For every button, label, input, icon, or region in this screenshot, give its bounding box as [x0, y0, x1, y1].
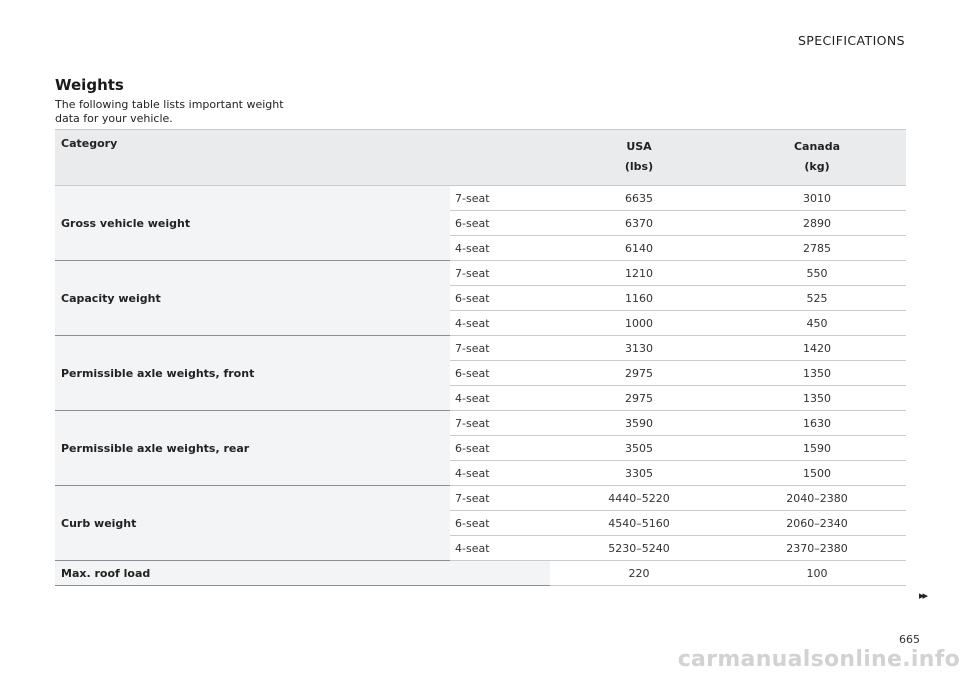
- row-usa-value: 3505: [550, 436, 728, 461]
- table-row: [55, 261, 906, 286]
- column-header-canada-unit: (kg): [804, 160, 830, 173]
- column-header-canada: [728, 130, 906, 186]
- table-row: [55, 186, 906, 211]
- row-seat: 6-seat: [450, 361, 550, 386]
- row-usa-value: 4440–5220: [550, 486, 728, 511]
- column-header-category: Category: [55, 130, 550, 186]
- row-seat: 6-seat: [450, 511, 550, 536]
- watermark-logo: carmanualsonline.info: [677, 647, 960, 672]
- table-header-row: [55, 130, 906, 186]
- row-usa-value: 5230–5240: [550, 536, 728, 561]
- row-canada-value: 550: [728, 261, 906, 286]
- row-usa-value: 220: [550, 561, 728, 586]
- row-canada-value: 1500: [728, 461, 906, 486]
- section-title: Weights: [55, 76, 124, 94]
- row-usa-value: 3590: [550, 411, 728, 436]
- column-header-canada-label: Canada: [793, 140, 841, 153]
- row-usa-value: 1210: [550, 261, 728, 286]
- row-usa-value: 6635: [550, 186, 728, 211]
- row-seat: 7-seat: [450, 261, 550, 286]
- row-seat: 7-seat: [450, 186, 550, 211]
- row-usa-value: 6140: [550, 236, 728, 261]
- table-row: [55, 411, 906, 436]
- intro-text: The following table lists important weight data for your vehicle.: [55, 98, 284, 125]
- column-header-usa-label: USA: [626, 140, 652, 153]
- row-canada-value: 100: [728, 561, 906, 586]
- row-usa-value: 2975: [550, 386, 728, 411]
- table-row: [55, 486, 906, 511]
- row-usa-value: 6370: [550, 211, 728, 236]
- row-seat: 4-seat: [450, 311, 550, 336]
- row-canada-value: 2370–2380: [728, 536, 906, 561]
- page-number: 665: [899, 633, 920, 646]
- row-canada-value: 1350: [728, 361, 906, 386]
- row-seat: 4-seat: [450, 236, 550, 261]
- row-usa-value: 1000: [550, 311, 728, 336]
- row-category: Permissible axle weights, rear: [55, 411, 450, 486]
- row-canada-value: 1420: [728, 336, 906, 361]
- row-seat: 4-seat: [450, 536, 550, 561]
- row-category: Permissible axle weights, front: [55, 336, 450, 411]
- row-canada-value: 2890: [728, 211, 906, 236]
- row-category: Curb weight: [55, 486, 450, 561]
- row-category: Gross vehicle weight: [55, 186, 450, 261]
- row-usa-value: 2975: [550, 361, 728, 386]
- row-canada-value: 3010: [728, 186, 906, 211]
- row-canada-value: 450: [728, 311, 906, 336]
- row-seat: 7-seat: [450, 486, 550, 511]
- row-canada-value: 1350: [728, 386, 906, 411]
- row-usa-value: 3305: [550, 461, 728, 486]
- row-seat: 6-seat: [450, 211, 550, 236]
- table-row-roof-load: [55, 561, 906, 586]
- row-seat: 7-seat: [450, 336, 550, 361]
- row-canada-value: 2785: [728, 236, 906, 261]
- row-usa-value: 1160: [550, 286, 728, 311]
- row-canada-value: 2040–2380: [728, 486, 906, 511]
- column-header-usa-unit: (lbs): [624, 160, 654, 173]
- row-category: Max. roof load: [55, 561, 550, 586]
- row-category: Capacity weight: [55, 261, 450, 336]
- row-usa-value: 3130: [550, 336, 728, 361]
- continue-arrows-icon: ▸▸: [918, 589, 926, 602]
- row-seat: 4-seat: [450, 461, 550, 486]
- row-seat: 4-seat: [450, 386, 550, 411]
- row-canada-value: 1630: [728, 411, 906, 436]
- row-canada-value: 525: [728, 286, 906, 311]
- row-seat: 6-seat: [450, 436, 550, 461]
- weights-table: [55, 129, 906, 586]
- row-usa-value: 4540–5160: [550, 511, 728, 536]
- row-canada-value: 1590: [728, 436, 906, 461]
- row-seat: 7-seat: [450, 411, 550, 436]
- row-canada-value: 2060–2340: [728, 511, 906, 536]
- table-row: [55, 336, 906, 361]
- row-seat: 6-seat: [450, 286, 550, 311]
- column-header-usa: [550, 130, 728, 186]
- running-header: SPECIFICATIONS: [797, 33, 905, 48]
